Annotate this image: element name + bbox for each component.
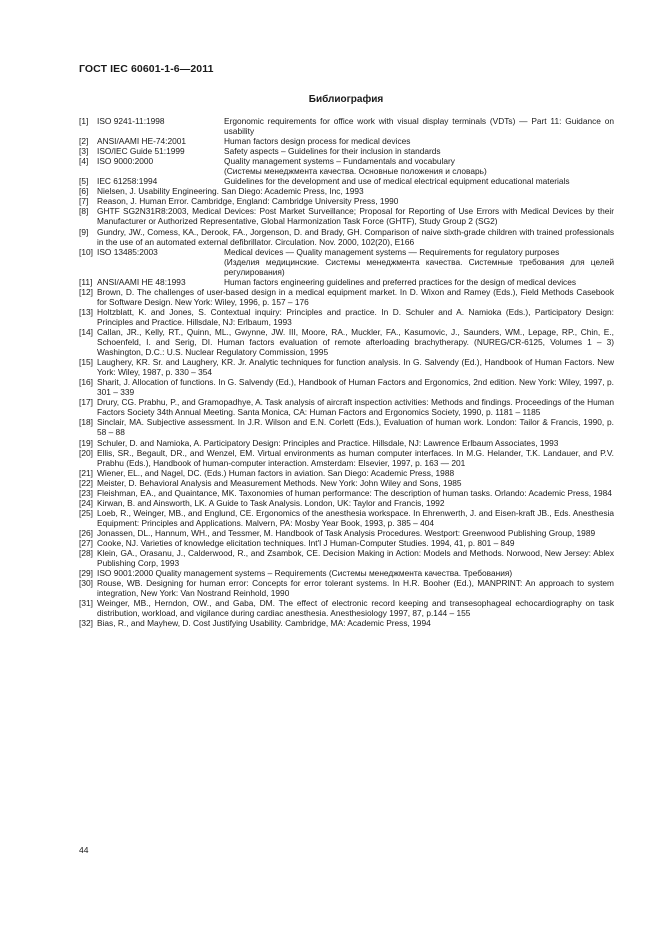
reference-number: [9] — [79, 226, 89, 237]
reference-description — [224, 146, 614, 156]
reference-entry — [79, 468, 614, 478]
reference-number: [2] — [79, 136, 89, 147]
reference-number: [15] — [79, 357, 93, 368]
reference-number: [12] — [79, 286, 93, 297]
reference-text: ISO 9001:2000 Quality management systems – Requirements (Системы менеджмента качества. Требования) — [97, 568, 513, 579]
reference-entry — [79, 448, 614, 468]
reference-number: [19] — [79, 437, 93, 448]
reference-entry — [79, 287, 614, 307]
reference-number: [3] — [79, 146, 89, 157]
section-title: Библиография — [308, 94, 384, 105]
reference-text: Klein, GA., Orasanu, J., Calderwood, R., and Zsambok, CE. Decision Making in Action: Models and Methods. Norwood, New Jersey: Ablex Publishing Corp, 1993 — [97, 548, 614, 569]
reference-number: [26] — [79, 527, 93, 538]
reference-number: [30] — [79, 578, 93, 589]
reference-standard-code: ISO 13485:2003 — [97, 246, 158, 257]
reference-text: Weinger, MB., Herndon, OW., and Gaba, DM. The effect of electronic record keeping and transesophageal echocardiography on task distribution, workload, and vigilance during cardiac anesthesia. Anesthesiology 1997, 87, p.144 – 155 — [97, 598, 614, 619]
reference-text: Drury, CG. Prabhu, P., and Gramopadhye, A. Task analysis of aircraft inspection activities: Methods and findings. Proceedings of the Human Factors Society 34th Annual Meeting. Santa Monica, CA: Human Factors and Ergonomics Society, 1990, p. 1181 – 1185 — [97, 397, 614, 418]
reference-standard-code: ISO 9241-11:1998 — [97, 116, 165, 126]
reference-number: [24] — [79, 497, 93, 508]
reference-text: Gundry, JW., Comess, KA., Derook, FA., Jorgenson, D. and Brady, GH. Comparison of naive sixth-grade children with trained professionals in the use of an automated external defibrillator. Circulation. Nov. 2000, 102(20), E166 — [97, 226, 614, 247]
reference-entry — [79, 277, 614, 287]
reference-description — [224, 176, 614, 186]
reference-number: [31] — [79, 598, 93, 609]
reference-title: Human factors design process for medical devices — [224, 136, 411, 147]
document-header: ГОСТ IEC 60601-1-6—2011 — [79, 63, 214, 75]
reference-entry — [79, 377, 614, 397]
page-number: 44 — [79, 845, 89, 855]
reference-entry — [79, 478, 614, 488]
reference-text: Sharit, J. Allocation of functions. In G. Salvendy (Ed.), Handbook of Human Factors and Ergonomics, 2nd edition. New York: Wiley, 1997, p. 301 – 339 — [97, 377, 614, 398]
reference-text: Reason, J. Human Error. Cambridge, England: Cambridge University Press, 1990 — [97, 196, 399, 207]
reference-entry — [79, 598, 614, 618]
reference-text: Meister, D. Behavioral Analysis and Measurement Methods. New York: John Wiley and Sons, 1985 — [97, 477, 462, 488]
reference-title: Guidelines for the development and use of medical electrical equipment educational materials — [224, 176, 570, 187]
reference-description — [224, 136, 614, 146]
reference-title: Ergonomic requirements for office work with visual display terminals (VDTs) — Part 11: Guidance on usability — [224, 116, 614, 137]
reference-entry — [79, 397, 614, 417]
reference-description — [224, 247, 614, 277]
reference-entry — [79, 548, 614, 568]
reference-entry — [79, 146, 614, 156]
reference-entry — [79, 156, 614, 176]
reference-standard-code: ISO/IEC Guide 51:1999 — [97, 146, 185, 157]
reference-entry — [79, 438, 614, 448]
bibliography-list — [79, 116, 614, 628]
reference-number: [25] — [79, 507, 93, 518]
reference-number: [27] — [79, 537, 93, 548]
reference-number: [32] — [79, 618, 93, 629]
reference-title: Medical devices — Quality management systems — Requirements for regulatory purposes — [224, 246, 560, 257]
reference-text: Holtzblatt, K. and Jones, S. Contextual inquiry: Principles and practice. In D. Schuler and A. Namioka (Eds.), Participatory Design: Principles and Practice. Hillsdale, NJ: Erlbaum, 1993 — [97, 306, 614, 327]
reference-standard-code: ISO 9000:2000 — [97, 156, 154, 167]
reference-entry — [79, 227, 614, 247]
reference-number: [8] — [79, 206, 89, 217]
reference-text: Callan, JR., Kelly, RT., Quinn, ML., Gwynne, JW. III, Moore, RA., Muckler, FA., Kasumovic, J., Saunders, WM., Lepage, RP., Chin, E., Schoenfeld, I. and Serig, DI. Human factors evaluation of remote afterloading brachytherapy. (NUREG/CR-6125, Volumes 1 – 3) Washington, D.C.: U.S. Nuclear Regulatory Commission, 1995 — [97, 326, 614, 358]
reference-text: Laughery, KR. Sr. and Laughery, KR. Jr. Analytic techniques for function analysis. In G. Salvendy (Ed.), Handbook of Human Factors. New York: Wiley, 1987, p. 330 – 354 — [97, 357, 614, 378]
reference-entry — [79, 488, 614, 498]
reference-number: [13] — [79, 306, 93, 317]
reference-title: Safety aspects – Guidelines for their inclusion in standards — [224, 146, 441, 157]
reference-entry — [79, 116, 614, 136]
reference-number: [7] — [79, 196, 89, 207]
reference-number: [29] — [79, 568, 93, 579]
reference-number: [1] — [79, 116, 89, 126]
reference-number: [20] — [79, 447, 93, 458]
reference-number: [6] — [79, 186, 89, 197]
reference-text: Brown, D. The challenges of user-based design in a medical equipment market. In D. Wixon and Ramey (Eds.), Field Methods Casebook for Software Design. New York: Wiley, 1996, p. 157 – 176 — [97, 286, 614, 307]
reference-text: Bias, R., and Mayhew, D. Cost Justifying Usability. Cambridge, MA: Academic Press, 1994 — [97, 618, 431, 629]
reference-text: Rouse, WB. Designing for human error: Concepts for error tolerant systems. In H.R. Booher (Ed.), MANPRINT: An approach to system integration, New York: Van Nostrand Reinhold, 1990 — [97, 578, 614, 599]
reference-standard-code: IEC 61258:1994 — [97, 176, 158, 187]
reference-entry — [79, 327, 614, 357]
reference-number: [22] — [79, 477, 93, 488]
reference-description — [224, 156, 614, 176]
reference-number: [14] — [79, 326, 93, 337]
reference-entry — [79, 538, 614, 548]
reference-number: [18] — [79, 417, 93, 428]
reference-entry — [79, 307, 614, 327]
reference-entry — [79, 568, 614, 578]
reference-entry — [79, 176, 614, 186]
reference-text: Kirwan, B. and Ainsworth, LK. A Guide to Task Analysis. London, UK: Taylor and Francis, 1992 — [97, 497, 445, 508]
reference-entry — [79, 618, 614, 628]
reference-entry — [79, 206, 614, 226]
reference-entry — [79, 498, 614, 508]
reference-number: [23] — [79, 487, 93, 498]
reference-text: Sinclair, MA. Subjective assessment. In J.R. Wilson and E.N. Corlett (Eds.), Evaluation of human work. London: Tailor & Francis, 1990, p. 58 – 88 — [97, 417, 614, 438]
reference-entry — [79, 528, 614, 538]
reference-text: Nielsen, J. Usability Engineering. San Diego: Academic Press, Inc, 1993 — [97, 186, 364, 197]
reference-entry — [79, 186, 614, 196]
reference-number: [17] — [79, 397, 93, 408]
reference-entry — [79, 357, 614, 377]
reference-number: [16] — [79, 377, 93, 388]
reference-description — [224, 116, 614, 136]
reference-text: Fleishman, EA., and Quaintance, MK. Taxonomies of human performance: The description of human tasks. Orlando: Academic Press, 1984 — [97, 487, 612, 498]
reference-russian-title: (Системы менеджмента качества. Основные положения и словарь) — [224, 166, 487, 177]
reference-entry — [79, 136, 614, 146]
reference-russian-title: (Изделия медицинские. Системы менеджмента качества. Системные требования для целей регулирования) — [224, 256, 614, 277]
reference-title: Human factors engineering guidelines and preferred practices for the design of medical devices — [224, 276, 577, 287]
reference-text: Ellis, SR., Begault, DR., and Wenzel, EM. Virtual environments as human computer interfaces. In M.G. Helander, T.K. Landauer, and P.V. Prabhu (Eds.), Handbook of human-computer interaction. Amsterdam: Elsevier, 1997, p. 163 — 201 — [97, 447, 614, 468]
reference-number: [4] — [79, 156, 89, 167]
reference-number: [5] — [79, 176, 89, 187]
reference-text: Wiener, EL., and Nagel, DC. (Eds.) Human factors in aviation. San Diego: Academic Press, 1988 — [97, 467, 455, 478]
reference-number: [28] — [79, 548, 93, 559]
reference-entry — [79, 196, 614, 206]
reference-text: Jonassen, DL., Hannum, WH., and Tessmer, M. Handbook of Task Analysis Procedures. Westport: Greenwood Publishing Group, 1989 — [97, 527, 596, 538]
reference-number: [11] — [79, 276, 93, 287]
reference-standard-code: ANSI/AAMI HE-74:2001 — [97, 136, 187, 147]
reference-text: Schuler, D. and Namioka, A. Participatory Design: Principles and Practice. Hillsdale, NJ: Lawrence Erlbaum Associates, 1993 — [97, 437, 559, 448]
reference-standard-code: ANSI/AAMI HE 48:1993 — [97, 276, 186, 287]
reference-text: Loeb, R., Weinger, MB., and Englund, CE. Ergonomics of the anesthesia workspace. In Ehrenwerth, J. and Eisen-kraft JB., Eds. Anesthesia Equipment: Principles and Applications. Malvern, PA: Mosby Year Book, 1993, p. 385 – 404 — [97, 507, 614, 528]
reference-text: Cooke, NJ. Varieties of knowledge elicitation techniques. Int'l J Human-Computer Studies. 1994, 41, p. 801 – 849 — [97, 537, 515, 548]
reference-description — [224, 277, 614, 287]
reference-text: GHTF SG2N31R8:2003, Medical Devices: Post Market Surveillance; Proposal for Reporting of Use Errors with Medical Devices by their Manufacturer or Authorized Representative, Global Harmonization Task Force (GHTF), Study Group 2 (SG2) — [97, 206, 614, 227]
reference-number: [10] — [79, 246, 93, 257]
reference-number: [21] — [79, 467, 93, 478]
reference-entry — [79, 578, 614, 598]
reference-entry — [79, 508, 614, 528]
reference-title: Quality management systems – Fundamentals and vocabulary — [224, 156, 455, 167]
reference-entry — [79, 417, 614, 437]
reference-entry — [79, 247, 614, 277]
